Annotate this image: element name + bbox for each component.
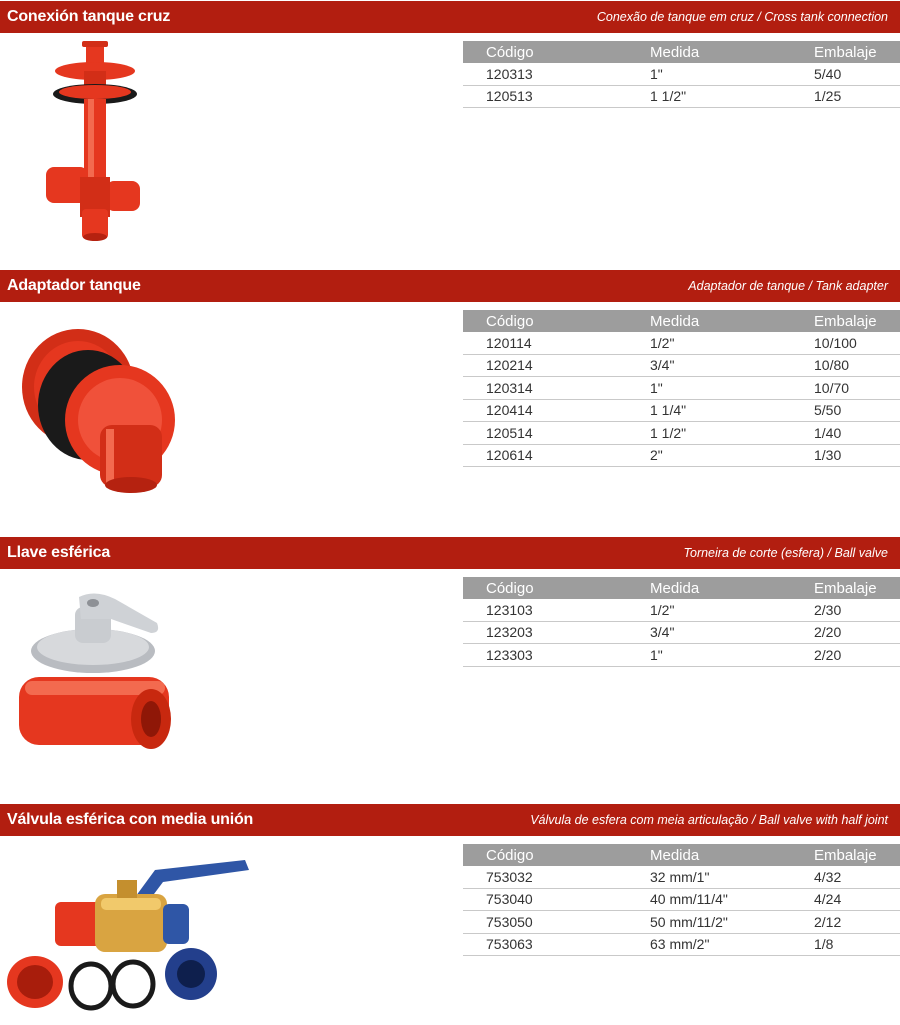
section-title: Conexión tanque cruz — [7, 8, 171, 25]
cell-size: 50 mm/11/2" — [650, 913, 728, 930]
table-row — [463, 422, 900, 445]
cell-code: 753063 — [486, 936, 533, 953]
cell-pack: 2/12 — [814, 913, 842, 930]
table-row — [463, 934, 900, 957]
section-title: Válvula esférica con media unión — [7, 811, 254, 828]
section-header — [0, 537, 900, 569]
cell-code: 753040 — [486, 891, 533, 908]
cell-size: 1/2" — [650, 334, 675, 351]
cell-size: 63 mm/2" — [650, 936, 710, 953]
cell-size: 2" — [650, 447, 663, 464]
product-table — [463, 41, 900, 108]
table-row — [463, 599, 900, 622]
cell-size: 32 mm/1" — [650, 868, 710, 885]
cell-pack: 2/20 — [814, 624, 842, 641]
cell-size: 40 mm/11/4" — [650, 891, 728, 908]
product-section-ball-valve-half-joint — [0, 804, 900, 1025]
table-row — [463, 445, 900, 468]
section-header — [0, 804, 900, 836]
column-header-size: Medida — [650, 43, 700, 61]
cell-size: 3/4" — [650, 624, 675, 641]
column-header-code: Código — [486, 579, 534, 597]
table-header — [463, 577, 900, 599]
column-header-pack: Embalaje — [814, 846, 877, 864]
cell-size: 1 1/2" — [650, 88, 687, 105]
product-section-cross-tank — [0, 1, 900, 269]
table-header — [463, 310, 900, 332]
table-row — [463, 644, 900, 667]
cell-pack: 2/30 — [814, 601, 842, 618]
table-row — [463, 355, 900, 378]
column-header-pack: Embalaje — [814, 579, 877, 597]
section-subtitle: Conexão de tanque em cruz / Cross tank connection — [596, 10, 888, 24]
table-row — [463, 63, 900, 86]
table-row — [463, 889, 900, 912]
cell-pack: 1/8 — [814, 936, 834, 953]
table-row — [463, 332, 900, 355]
section-header — [0, 270, 900, 302]
table-row — [463, 866, 900, 889]
section-title: Adaptador tanque — [7, 277, 141, 294]
product-section-tank-adapter — [0, 270, 900, 536]
product-table — [463, 844, 900, 956]
cell-code: 120314 — [486, 379, 533, 396]
column-header-code: Código — [486, 43, 534, 61]
cell-size: 1" — [650, 379, 663, 396]
cell-code: 123203 — [486, 624, 533, 641]
table-row — [463, 86, 900, 109]
column-header-size: Medida — [650, 846, 700, 864]
cell-size: 1 1/2" — [650, 424, 687, 441]
table-row — [463, 400, 900, 423]
cell-pack: 2/20 — [814, 646, 842, 663]
cell-code: 120214 — [486, 357, 533, 374]
cell-code: 120114 — [486, 334, 532, 351]
cell-code: 120614 — [486, 447, 533, 464]
section-subtitle: Torneira de corte (esfera) / Ball valve — [683, 546, 888, 560]
column-header-size: Medida — [650, 312, 700, 330]
column-header-code: Código — [486, 846, 534, 864]
cell-pack: 10/80 — [814, 357, 850, 374]
cell-code: 753032 — [486, 868, 533, 885]
cell-code: 120513 — [486, 88, 533, 105]
cell-size: 1" — [650, 65, 663, 82]
cell-code: 120313 — [486, 65, 533, 82]
cell-code: 123303 — [486, 646, 533, 663]
cell-pack: 4/32 — [814, 868, 842, 885]
column-header-pack: Embalaje — [814, 43, 877, 61]
ball-valve-half-joint-image — [5, 856, 253, 1016]
product-table — [463, 577, 900, 667]
table-header — [463, 844, 900, 866]
table-header — [463, 41, 900, 63]
cell-pack: 5/40 — [814, 65, 842, 82]
cell-size: 1/2" — [650, 601, 675, 618]
cell-code: 120514 — [486, 424, 533, 441]
ball-valve-image — [15, 589, 180, 779]
section-subtitle: Válvula de esfera com meia articulação / Ball valve with half joint — [530, 813, 888, 827]
cell-code: 123103 — [486, 601, 533, 618]
cell-code: 120414 — [486, 402, 533, 419]
product-section-ball-valve — [0, 537, 900, 803]
column-header-pack: Embalaje — [814, 312, 877, 330]
cell-pack: 1/25 — [814, 88, 842, 105]
cell-pack: 1/30 — [814, 447, 842, 464]
cell-code: 753050 — [486, 913, 533, 930]
cell-size: 3/4" — [650, 357, 675, 374]
cell-size: 1 1/4" — [650, 402, 687, 419]
cross-tank-connection-image — [30, 39, 160, 244]
cell-pack: 5/50 — [814, 402, 842, 419]
column-header-code: Código — [486, 312, 534, 330]
section-header — [0, 1, 900, 33]
section-title: Llave esférica — [7, 544, 111, 561]
tank-adapter-image — [20, 325, 185, 500]
product-table — [463, 310, 900, 467]
cell-pack: 10/70 — [814, 379, 850, 396]
cell-pack: 10/100 — [814, 334, 857, 351]
cell-pack: 1/40 — [814, 424, 842, 441]
cell-pack: 4/24 — [814, 891, 842, 908]
section-subtitle: Adaptador de tanque / Tank adapter — [688, 279, 888, 293]
column-header-size: Medida — [650, 579, 700, 597]
cell-size: 1" — [650, 646, 663, 663]
table-row — [463, 911, 900, 934]
table-row — [463, 622, 900, 645]
table-row — [463, 377, 900, 400]
